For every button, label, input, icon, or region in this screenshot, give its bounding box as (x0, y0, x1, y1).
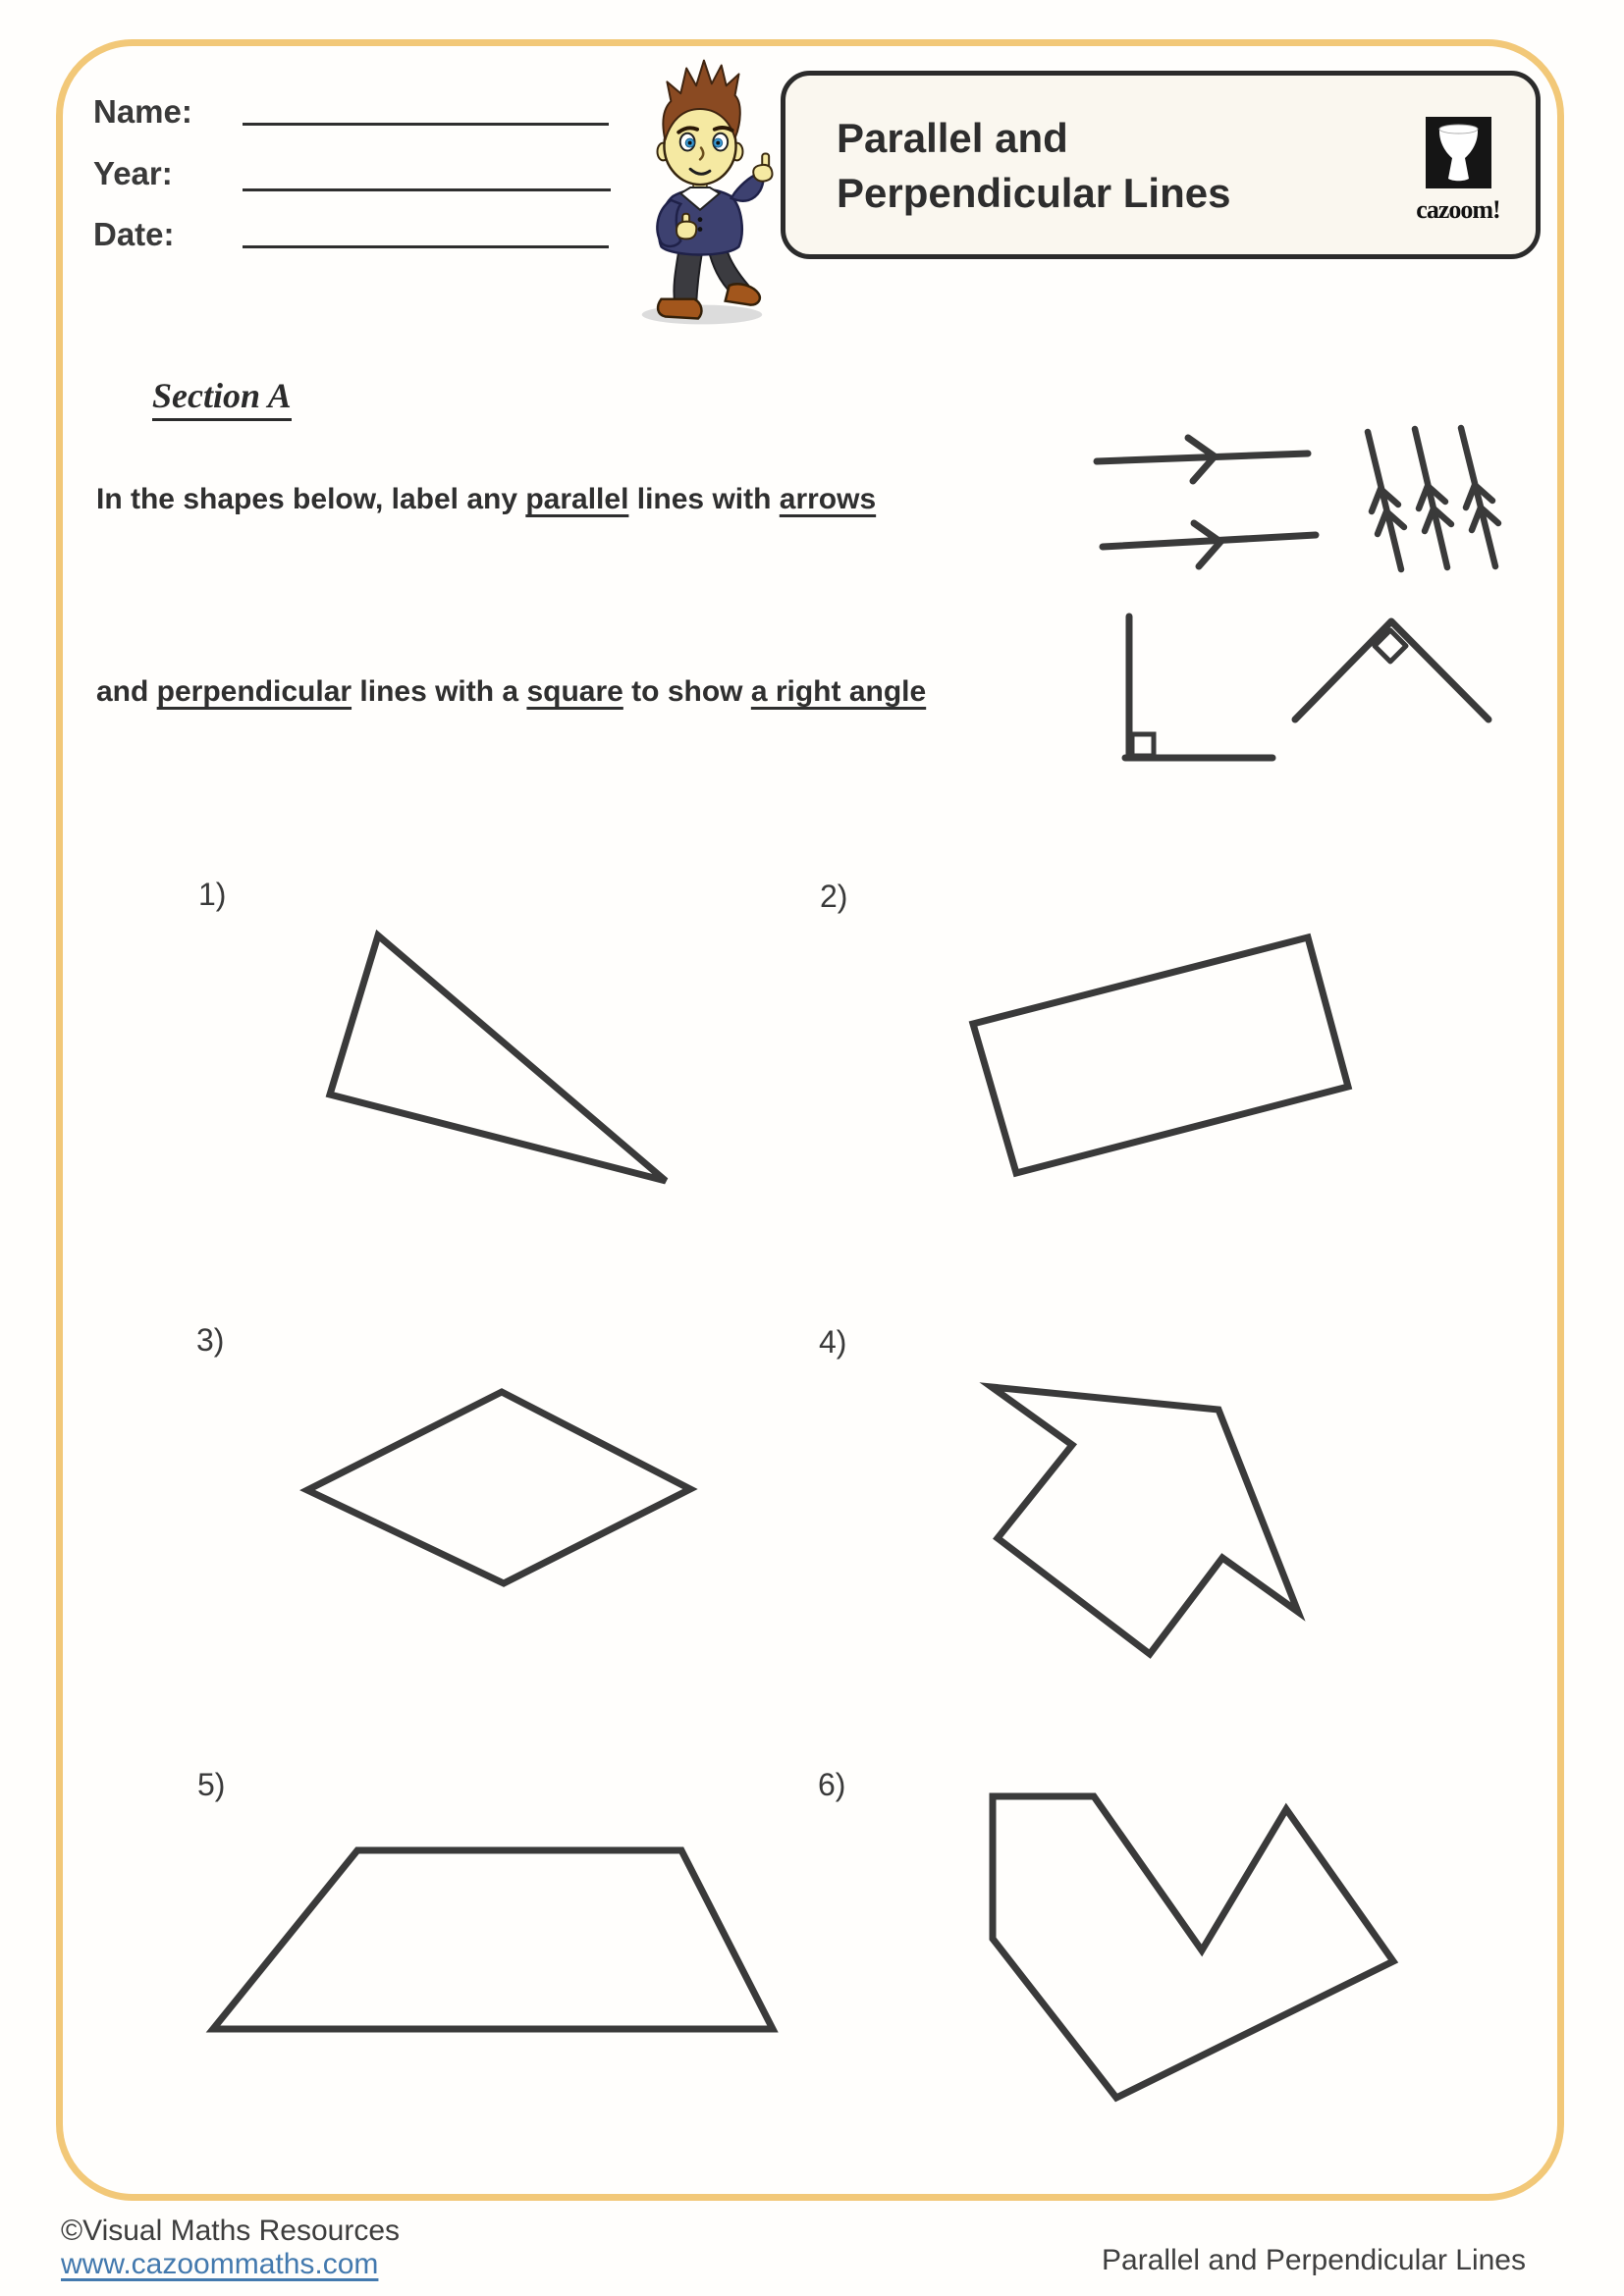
question-label-3: 3) (196, 1322, 225, 1358)
website-link[interactable]: www.cazoommaths.com (61, 2248, 379, 2280)
underlined-phrase-right-angle: a right angle (750, 675, 927, 708)
underlined-word-square: square (526, 675, 623, 708)
parallel-single-arrow-example (1097, 438, 1316, 566)
underlined-word-perpendicular: perpendicular (156, 675, 352, 708)
question-label-2: 2) (820, 879, 848, 914)
instruction-line-1: In the shapes below, label any parallel lines with arrows (96, 483, 877, 515)
right-angle-square-icon (1132, 734, 1154, 756)
parallel-double-arrow-example (1368, 428, 1498, 569)
question-label-6: 6) (818, 1767, 846, 1802)
perpendicular-corner-example (1125, 616, 1272, 758)
date-label: Date: (93, 216, 175, 252)
name-label: Name: (93, 93, 192, 130)
shape-triangle[interactable] (330, 935, 666, 1181)
underlined-word-parallel: parallel (525, 483, 629, 515)
instruction-line-2: and perpendicular lines with a square to show a right angle (96, 675, 927, 708)
worksheet-title: Parallel and Perpendicular Lines (837, 115, 1231, 216)
shape-arrow-heptagon[interactable] (992, 1387, 1298, 1654)
shape-trapezium[interactable] (213, 1850, 773, 2029)
shape-rectangle[interactable] (973, 937, 1348, 1173)
shape-rhombus[interactable] (307, 1392, 690, 1583)
copyright-text: ©Visual Maths Resources (61, 2215, 401, 2247)
logo-wordmark: cazoom! (1416, 195, 1500, 224)
perpendicular-roof-example (1295, 621, 1489, 720)
shape-chevron-pentagon[interactable] (993, 1796, 1393, 2098)
footer-page-title: Parallel and Perpendicular Lines (1102, 2244, 1526, 2276)
question-label-1: 1) (198, 877, 227, 912)
year-label: Year: (93, 155, 173, 191)
question-shapes (213, 935, 1393, 2098)
question-label-5: 5) (197, 1767, 226, 1802)
question-label-4: 4) (819, 1324, 847, 1360)
underlined-word-arrows: arrows (779, 483, 877, 515)
section-a-heading: Section A (152, 375, 292, 421)
